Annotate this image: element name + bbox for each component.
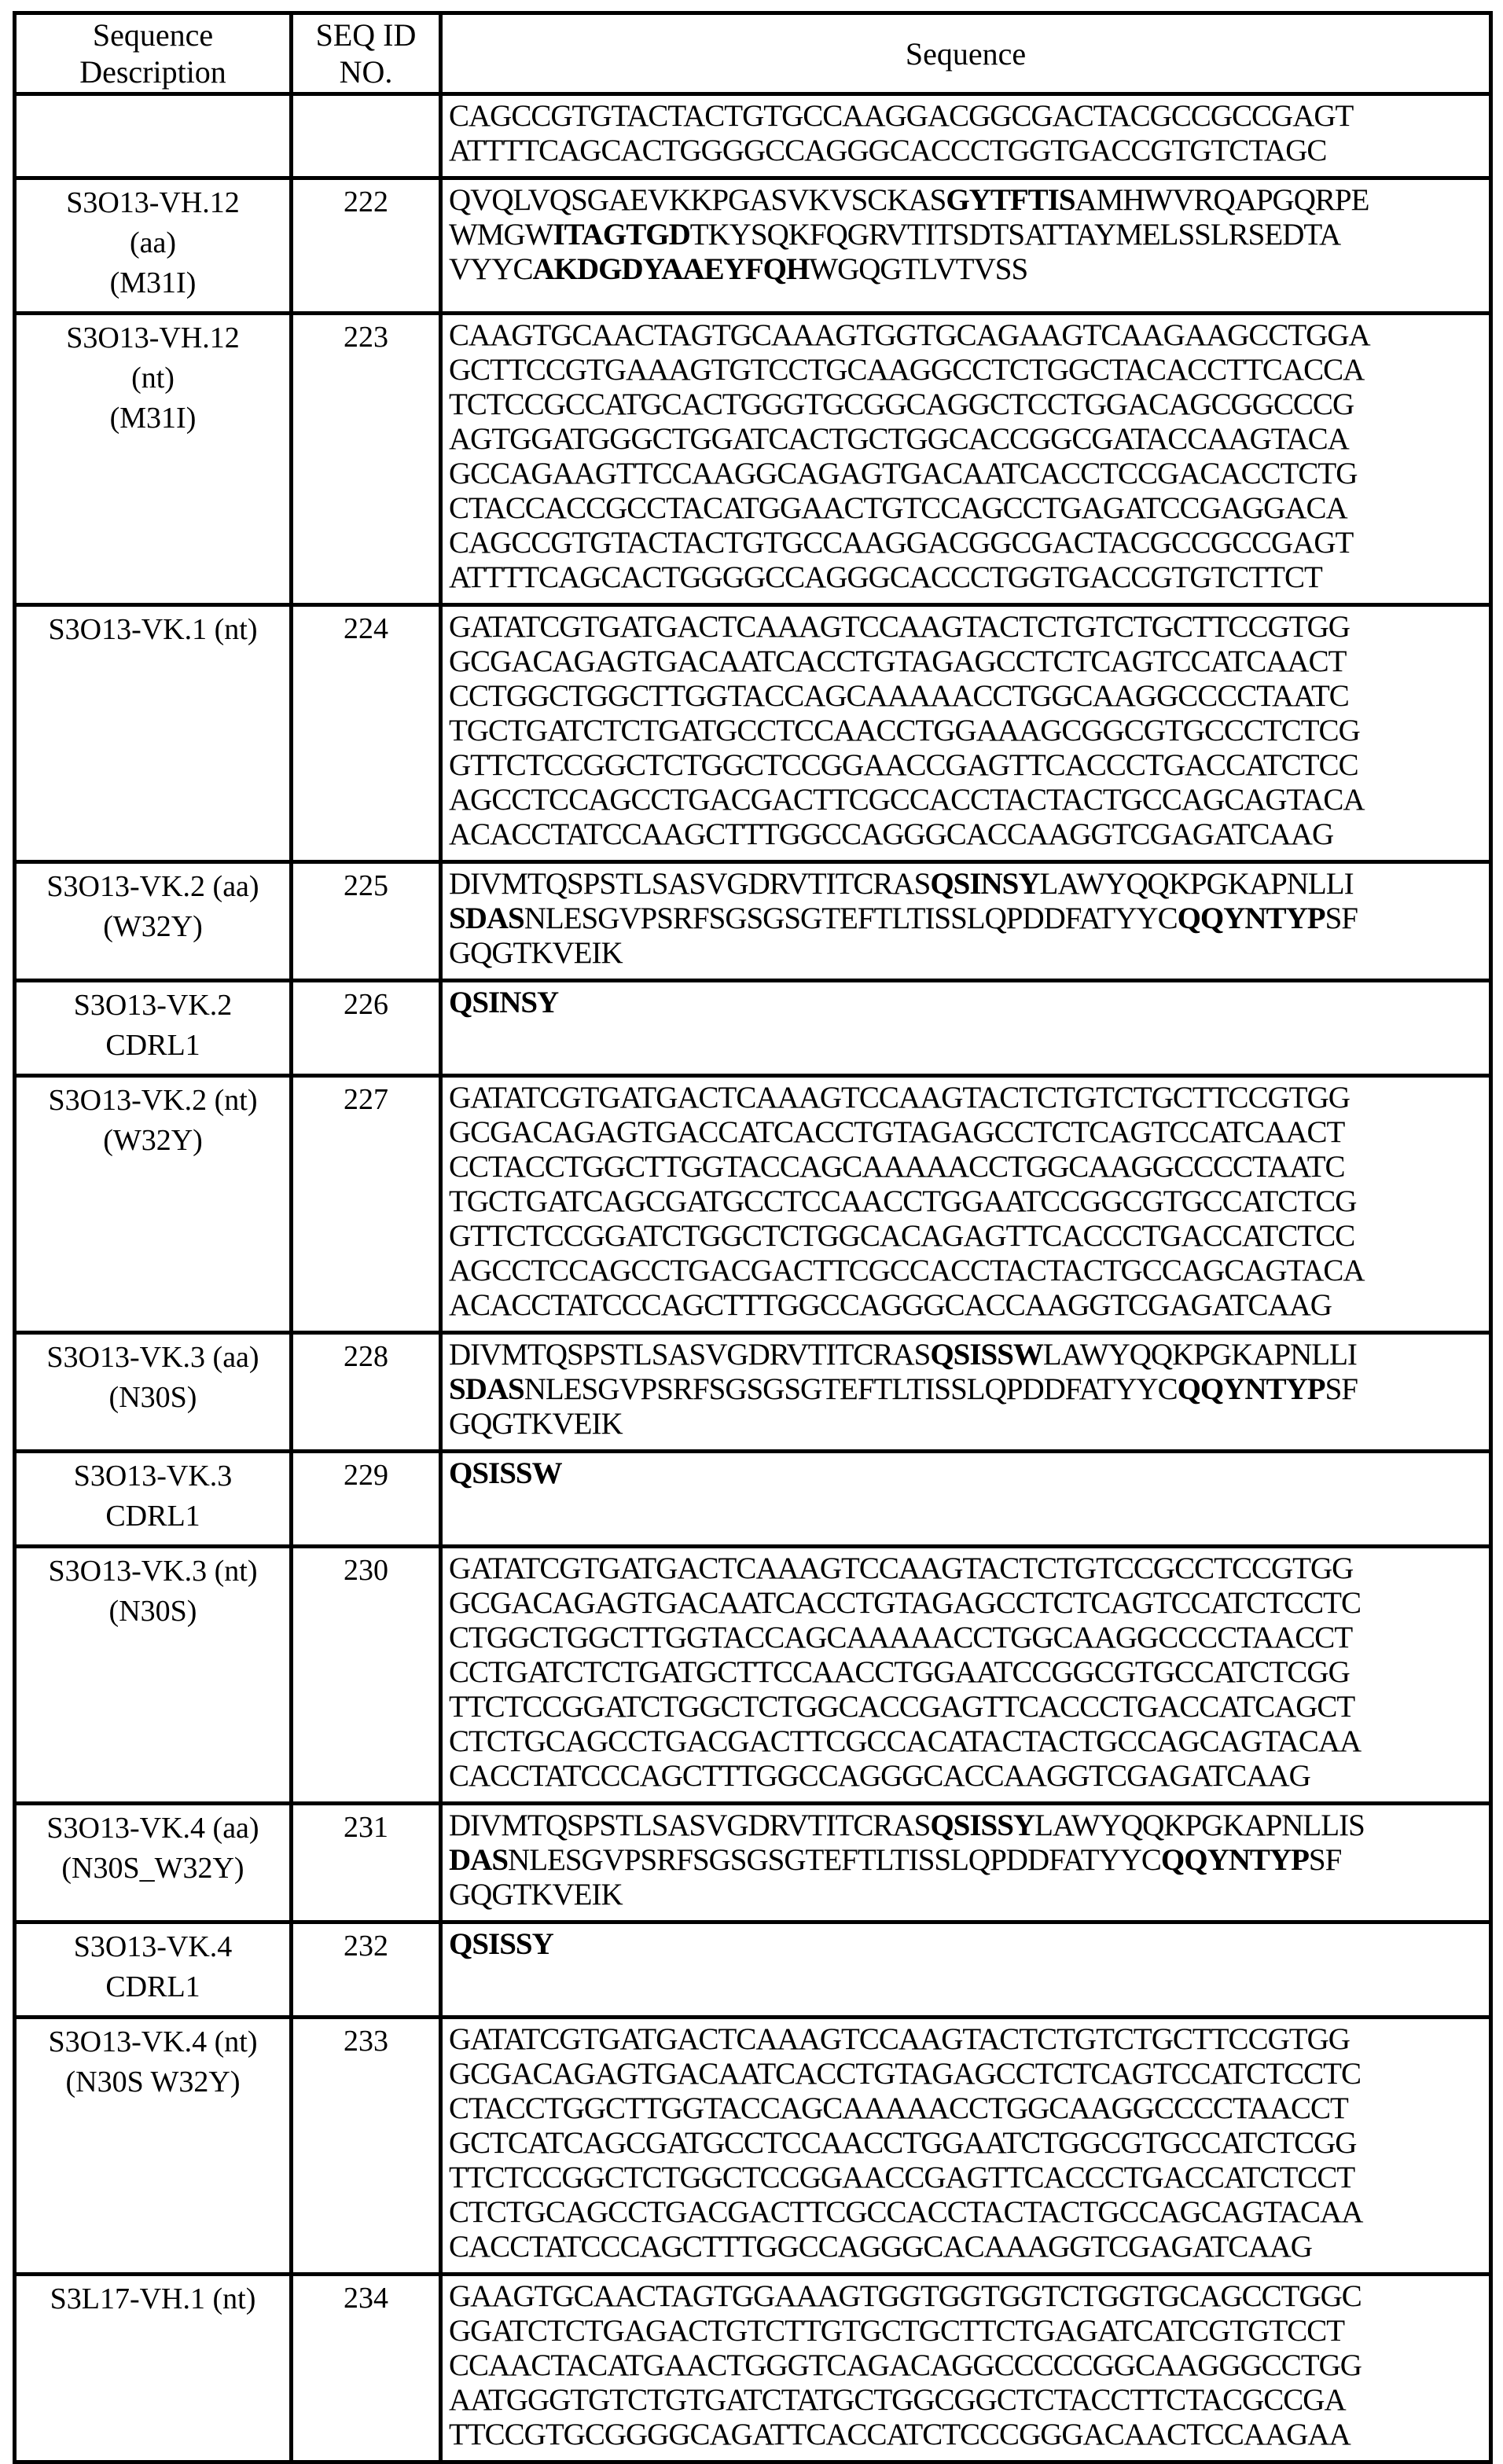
sequence-segment: ATTTTCAGCACTGGGGCCAGGGCACCCTGGTGACCGTGTCTTCT xyxy=(449,560,1322,594)
sequence-segment: GCGACAGAGTGACAATCACCTGTAGAGCCTCTCAGTCCATCTCCTC xyxy=(449,1586,1361,1620)
table-row xyxy=(15,1333,1491,1452)
sequence-segment: GATATCGTGATGACTCAAAGTCCAAGTACTCTGTCTGCTTCCGTGG xyxy=(449,610,1350,644)
sequence-line xyxy=(449,491,1483,526)
sequence-line xyxy=(449,1150,1483,1184)
sequence-cell xyxy=(441,981,1491,1076)
sequence-segment: GATATCGTGATGACTCAAAGTCCAAGTACTCTGTCTGCTTCCGTGG xyxy=(449,2022,1350,2056)
sequence-description-cell xyxy=(15,314,292,605)
sequence-segment-bold: SDAS xyxy=(449,902,524,935)
sequence-line xyxy=(449,1759,1483,1794)
sequence-cell xyxy=(441,862,1491,981)
sequence-description-line: CDRL1 xyxy=(105,1029,200,1062)
sequence-segment-bold: QSINSY xyxy=(449,986,559,1019)
sequence-segment: TTCCGTGCGGGGCAGATTCACCATCTCCCGGGACAACTCCAAGAA xyxy=(449,2418,1350,2451)
sequence-line xyxy=(449,679,1483,714)
sequence-segment: GQGTKVEIK xyxy=(449,1878,623,1911)
sequence-description-line: (N30S) xyxy=(108,1595,197,1628)
seq-id-cell: 225 xyxy=(292,862,441,981)
sequence-description-line: (M31I) xyxy=(109,402,197,435)
sequence-segment: AATGGGTGTCTGTGATCTATGCTGGCGGCTCTACCTTCTACGCCGA xyxy=(449,2383,1346,2417)
sequence-line xyxy=(449,134,1483,168)
sequence-line xyxy=(449,936,1483,971)
sequence-segment: CCTGATCTCTGATGCTTCCAACCTGGAATCCGGCGTGCCATCTCGG xyxy=(449,1655,1350,1689)
sequence-line xyxy=(449,783,1483,817)
sequence-segment-bold: ITAGTGD xyxy=(553,218,690,252)
sequence-line xyxy=(449,99,1483,134)
sequence-cell xyxy=(441,314,1491,605)
sequence-segment-bold: QSISSW xyxy=(930,1338,1043,1372)
sequence-description-cell xyxy=(15,178,292,314)
sequence-segment: AGCCTCCAGCCTGACGACTTCGCCACCTACTACTGCCAGCAGTACA xyxy=(449,783,1365,817)
seq-id-cell: 234 xyxy=(292,2275,441,2462)
sequence-segment: DIVMTQSPSTLSASVGDRVTITCRAS xyxy=(449,1338,931,1372)
table-row xyxy=(15,314,1491,605)
sequence-segment: GAAGTGCAACTAGTGGAAAGTGGTGGTGGTCTGGTGCAGCCTGGC xyxy=(449,2279,1362,2313)
seq-id-cell: 226 xyxy=(292,981,441,1076)
sequence-line xyxy=(449,252,1483,287)
sequence-description-line: S3O13-VK.4 (nt) xyxy=(48,2025,258,2058)
sequence-description-line: S3O13-VK.1 (nt) xyxy=(48,613,258,646)
sequence-description-line: (W32Y) xyxy=(103,910,203,943)
sequence-line xyxy=(449,218,1483,252)
sequence-segment: AGTGGATGGGCTGGATCACTGCTGGCACCGGCGATACCAAGTACA xyxy=(449,422,1349,456)
sequence-line xyxy=(449,2279,1483,2314)
sequence-segment-bold: DAS xyxy=(449,1843,509,1877)
sequence-description-cell xyxy=(15,1922,292,2018)
sequence-line xyxy=(449,1372,1483,1407)
sequence-segment: ACACCTATCCCAGCTTTGGCCAGGGCACCAAGGTCGAGATCAAG xyxy=(449,1288,1332,1322)
sequence-segment-bold: QQYNTYP xyxy=(1177,1372,1325,1406)
sequence-segment: CCTGGCTGGCTTGGTACCAGCAAAAACCTGGCAAGGCCCCTAATC xyxy=(449,679,1349,713)
sequence-segment: AGCCTCCAGCCTGACGACTTCGCCACCTACTACTGCCAGCAGTACA xyxy=(449,1254,1365,1287)
sequence-segment: WMGW xyxy=(449,218,553,252)
header-line: Description xyxy=(79,54,226,90)
table-row xyxy=(15,1076,1491,1333)
col-header-sequence-description xyxy=(15,13,292,94)
patent-sequence-table-page xyxy=(0,11,1503,2451)
sequence-line xyxy=(449,1254,1483,1288)
header-line: Sequence xyxy=(92,17,214,53)
sequence-line xyxy=(449,1927,1483,1962)
sequence-description-line: S3O13-VH.12 xyxy=(66,321,240,354)
sequence-description-line: S3O13-VK.3 (aa) xyxy=(46,1341,259,1374)
sequence-segment: TGCTGATCAGCGATGCCTCCAACCTGGAATCCGGCGTGCCATCTCG xyxy=(449,1184,1357,1218)
sequence-segment-bold: QSISSY xyxy=(930,1809,1035,1842)
sequence-line xyxy=(449,2091,1483,2126)
sequence-segment: NLESGVPSRFSGSGSGTEFTLTISSLQPDDFATYYC xyxy=(508,1843,1161,1877)
sequence-segment-bold: QSISSY xyxy=(449,1927,553,1961)
sequence-description-line: (W32Y) xyxy=(103,1124,203,1157)
sequence-segment: CACCTATCCCAGCTTTGGCCAGGGCACCAAGGTCGAGATCAAG xyxy=(449,1759,1310,1793)
table-row xyxy=(15,1547,1491,1804)
header-line: Sequence xyxy=(905,35,1027,72)
sequence-segment: DIVMTQSPSTLSASVGDRVTITCRAS xyxy=(449,867,931,901)
table-row xyxy=(15,981,1491,1076)
sequence-segment: TKYSQKFQGRVTITSDTSATTAYMELSSLRSEDTA xyxy=(689,218,1341,252)
sequence-segment-bold: QQYNTYP xyxy=(1177,902,1325,935)
sequence-line xyxy=(449,644,1483,679)
table-row xyxy=(15,862,1491,981)
sequence-line xyxy=(449,1407,1483,1441)
sequence-line xyxy=(449,1655,1483,1690)
sequence-segment: DIVMTQSPSTLSASVGDRVTITCRAS xyxy=(449,1809,931,1842)
table-row xyxy=(15,605,1491,862)
sequence-listing-table xyxy=(13,11,1493,2464)
sequence-cell xyxy=(441,2275,1491,2462)
sequence-line xyxy=(449,387,1483,422)
sequence-segment: NLESGVPSRFSGSGSGTEFTLTISSLQPDDFATYYC xyxy=(524,1372,1178,1406)
sequence-segment: LAWYQQKPGKAPNLLI xyxy=(1039,867,1354,901)
sequence-line xyxy=(449,1115,1483,1150)
sequence-segment: GCGACAGAGTGACCATCACCTGTAGAGCCTCTCAGTCCATCAACT xyxy=(449,1115,1345,1149)
sequence-segment: TTCTCCGGCTCTGGCTCCGGAACCGAGTTCACCCTGACCATCTCCT xyxy=(449,2161,1355,2194)
sequence-line xyxy=(449,867,1483,902)
sequence-segment: GQGTKVEIK xyxy=(449,936,623,970)
sequence-segment: SF xyxy=(1308,1843,1342,1877)
table-row xyxy=(15,2018,1491,2275)
sequence-description-line: (nt) xyxy=(131,362,175,395)
sequence-line xyxy=(449,714,1483,748)
sequence-cell xyxy=(441,1547,1491,1804)
sequence-description-cell xyxy=(15,94,292,178)
col-header-sequence xyxy=(441,13,1491,94)
sequence-description-line: S3L17-VH.1 (nt) xyxy=(50,2282,256,2315)
header-line: SEQ ID xyxy=(315,17,417,53)
sequence-segment: ATTTTCAGCACTGGGGCCAGGGCACCCTGGTGACCGTGTCTAGC xyxy=(449,134,1327,167)
sequence-segment-bold: GYTFTIS xyxy=(946,183,1075,217)
sequence-segment: GGATCTCTGAGACTGTCTTGTGCTGCTTCTGAGATCATCGTGTCCT xyxy=(449,2314,1345,2348)
sequence-line xyxy=(449,1621,1483,1655)
sequence-line xyxy=(449,1456,1483,1491)
seq-id-cell: 227 xyxy=(292,1076,441,1333)
sequence-segment: GTTCTCCGGATCTGGCTCTGGCACAGAGTTCACCCTGACCATCTCC xyxy=(449,1219,1355,1253)
table-row xyxy=(15,94,1491,178)
sequence-segment: CTGGCTGGCTTGGTACCAGCAAAAACCTGGCAAGGCCCCTAACCT xyxy=(449,1621,1353,1654)
sequence-line xyxy=(449,1551,1483,1586)
sequence-line xyxy=(449,1843,1483,1878)
sequence-line xyxy=(449,2230,1483,2264)
sequence-description-line: S3O13-VK.4 xyxy=(73,1930,233,1963)
sequence-description-cell xyxy=(15,2275,292,2462)
sequence-segment-bold: QSISSW xyxy=(449,1456,562,1490)
sequence-segment: CACCTATCCCAGCTTTGGCCAGGGCACAAAGGTCGAGATCAAG xyxy=(449,2230,1312,2264)
sequence-segment: GCGACAGAGTGACAATCACCTGTAGAGCCTCTCAGTCCATCAACT xyxy=(449,644,1347,678)
sequence-line xyxy=(449,1724,1483,1759)
sequence-description-cell xyxy=(15,605,292,862)
sequence-description-cell xyxy=(15,1452,292,1547)
sequence-cell xyxy=(441,1804,1491,1922)
sequence-segment: GCTTCCGTGAAAGTGTCCTGCAAGGCCTCTGGCTACACCTTCACCA xyxy=(449,353,1365,387)
sequence-segment: TCTCCGCCATGCACTGGGTGCGGCAGGCTCCTGGACAGCGGCCCG xyxy=(449,387,1354,421)
sequence-line xyxy=(449,1219,1483,1254)
col-header-seq-id-no xyxy=(292,13,441,94)
sequence-line xyxy=(449,2022,1483,2057)
sequence-description-line: CDRL1 xyxy=(105,1970,200,2003)
sequence-segment: ACACCTATCCAAGCTTTGGCCAGGGCACCAAGGTCGAGATCAAG xyxy=(449,817,1334,851)
sequence-description-cell xyxy=(15,1804,292,1922)
sequence-segment: CTACCACCGCCTACATGGAACTGTCCAGCCTGAGATCCGAGGACA xyxy=(449,491,1347,525)
sequence-segment: GCGACAGAGTGACAATCACCTGTAGAGCCTCTCAGTCCATCTCCTC xyxy=(449,2057,1361,2091)
seq-id-cell: 233 xyxy=(292,2018,441,2275)
sequence-cell xyxy=(441,94,1491,178)
table-row xyxy=(15,1804,1491,1922)
seq-id-cell xyxy=(292,94,441,178)
sequence-description-cell xyxy=(15,1333,292,1452)
sequence-cell xyxy=(441,1333,1491,1452)
sequence-segment: CAGCCGTGTACTACTGTGCCAAGGACGGCGACTACGCCGCCGAGT xyxy=(449,99,1354,133)
sequence-line xyxy=(449,1184,1483,1219)
sequence-line xyxy=(449,2195,1483,2230)
sequence-segment: SF xyxy=(1325,1372,1358,1406)
sequence-line xyxy=(449,1809,1483,1843)
seq-id-cell: 222 xyxy=(292,178,441,314)
header-line: NO. xyxy=(339,54,393,90)
header-row xyxy=(15,13,1491,94)
sequence-segment: TTCTCCGGATCTGGCTCTGGCACCGAGTTCACCCTGACCATCAGCT xyxy=(449,1690,1355,1724)
sequence-line xyxy=(449,2126,1483,2161)
sequence-segment: CCAACTACATGAACTGGGTCAGACAGGCCCCCGGCAAGGGCCTGG xyxy=(449,2348,1362,2382)
sequence-line xyxy=(449,353,1483,387)
table-header xyxy=(15,13,1491,94)
sequence-line xyxy=(449,2383,1483,2418)
sequence-cell xyxy=(441,1076,1491,1333)
sequence-description-line: S3O13-VK.2 (nt) xyxy=(48,1084,258,1117)
sequence-segment: CTCTGCAGCCTGACGACTTCGCCACATACTACTGCCAGCAGTACAA xyxy=(449,1724,1362,1758)
sequence-segment: GCCAGAAGTTCCAAGGCAGAGTGACAATCACCTCCGACACCTCTG xyxy=(449,457,1358,490)
sequence-segment-bold: QQYNTYP xyxy=(1160,1843,1309,1877)
sequence-segment: CTCTGCAGCCTGACGACTTCGCCACCTACTACTGCCAGCAGTACAA xyxy=(449,2195,1363,2229)
seq-id-cell: 230 xyxy=(292,1547,441,1804)
sequence-line xyxy=(449,1878,1483,1912)
sequence-description-line: CDRL1 xyxy=(105,1500,200,1533)
sequence-line xyxy=(449,1690,1483,1724)
sequence-line xyxy=(449,1081,1483,1115)
seq-id-cell: 224 xyxy=(292,605,441,862)
sequence-segment: LAWYQQKPGKAPNLLIS xyxy=(1034,1809,1365,1842)
sequence-segment: WGQGTLVTVSS xyxy=(809,252,1028,286)
sequence-cell xyxy=(441,178,1491,314)
sequence-cell xyxy=(441,1922,1491,2018)
sequence-segment: SF xyxy=(1325,902,1358,935)
sequence-cell xyxy=(441,605,1491,862)
sequence-line xyxy=(449,817,1483,852)
sequence-segment: LAWYQQKPGKAPNLLI xyxy=(1042,1338,1357,1372)
sequence-segment: GQGTKVEIK xyxy=(449,1407,623,1441)
sequence-segment-bold: AKDGDYAAEYFQH xyxy=(532,252,810,286)
sequence-description-line: (M31I) xyxy=(109,266,197,299)
table-body xyxy=(15,94,1491,2462)
sequence-segment: CTACCTGGCTTGGTACCAGCAAAAACCTGGCAAGGCCCCTAACCT xyxy=(449,2091,1348,2125)
sequence-line xyxy=(449,526,1483,560)
sequence-segment-bold: SDAS xyxy=(449,1372,524,1406)
sequence-line xyxy=(449,560,1483,595)
sequence-segment: GCTCATCAGCGATGCCTCCAACCTGGAATCTGGCGTGCCATCTCGG xyxy=(449,2126,1357,2160)
table-row xyxy=(15,2275,1491,2462)
sequence-description-line: S3O13-VK.2 (aa) xyxy=(46,870,259,903)
sequence-description-line: S3O13-VK.3 (nt) xyxy=(48,1555,258,1588)
sequence-description-line: (N30S W32Y) xyxy=(65,2066,241,2099)
sequence-segment: NLESGVPSRFSGSGSGTEFTLTISSLQPDDFATYYC xyxy=(524,902,1178,935)
sequence-cell xyxy=(441,1452,1491,1547)
sequence-description-line: S3O13-VK.3 xyxy=(73,1460,233,1493)
sequence-segment: QVQLVQSGAEVKKPGASVKVSCKAS xyxy=(449,183,946,217)
sequence-segment: CAAGTGCAACTAGTGCAAAGTGGTGCAGAAGTCAAGAAGCCTGGA xyxy=(449,318,1370,352)
seq-id-cell: 228 xyxy=(292,1333,441,1452)
sequence-description-line: (aa) xyxy=(129,226,177,259)
sequence-line xyxy=(449,422,1483,457)
sequence-description-cell xyxy=(15,1076,292,1333)
sequence-line xyxy=(449,2348,1483,2383)
sequence-cell xyxy=(441,2018,1491,2275)
table-row xyxy=(15,1922,1491,2018)
sequence-segment: GATATCGTGATGACTCAAAGTCCAAGTACTCTGTCTGCTTCCGTGG xyxy=(449,1081,1350,1114)
sequence-line xyxy=(449,1338,1483,1372)
sequence-description-line: (N30S_W32Y) xyxy=(61,1852,244,1885)
sequence-line xyxy=(449,986,1483,1020)
sequence-description-cell xyxy=(15,2018,292,2275)
seq-id-cell: 229 xyxy=(292,1452,441,1547)
sequence-line xyxy=(449,2314,1483,2348)
sequence-line xyxy=(449,183,1483,218)
sequence-segment: AMHWVRQAPGQRPE xyxy=(1075,183,1369,217)
sequence-segment-bold: QSINSY xyxy=(930,867,1040,901)
sequence-line xyxy=(449,2418,1483,2452)
seq-id-cell: 232 xyxy=(292,1922,441,2018)
table-row xyxy=(15,178,1491,314)
seq-id-cell: 223 xyxy=(292,314,441,605)
sequence-description-line: (N30S) xyxy=(108,1381,197,1414)
sequence-segment: GATATCGTGATGACTCAAAGTCCAAGTACTCTGTCCGCCTCCGTGG xyxy=(449,1551,1354,1585)
sequence-line xyxy=(449,902,1483,936)
sequence-description-line: S3O13-VH.12 xyxy=(66,186,240,219)
sequence-line xyxy=(449,2161,1483,2195)
sequence-description-line: S3O13-VK.4 (aa) xyxy=(46,1812,259,1845)
sequence-segment: VYYC xyxy=(449,252,533,286)
sequence-description-cell xyxy=(15,1547,292,1804)
sequence-segment: CCTACCTGGCTTGGTACCAGCAAAAACCTGGCAAGGCCCCTAATC xyxy=(449,1150,1345,1184)
sequence-line xyxy=(449,2057,1483,2091)
sequence-line xyxy=(449,1288,1483,1323)
sequence-segment: TGCTGATCTCTGATGCCTCCAACCTGGAAAGCGGCGTGCCCTCTCG xyxy=(449,714,1360,747)
sequence-line xyxy=(449,748,1483,783)
sequence-line xyxy=(449,610,1483,644)
sequence-line xyxy=(449,1586,1483,1621)
sequence-line xyxy=(449,457,1483,491)
table-row xyxy=(15,1452,1491,1547)
sequence-segment: CAGCCGTGTACTACTGTGCCAAGGACGGCGACTACGCCGCCGAGT xyxy=(449,526,1354,560)
sequence-description-cell xyxy=(15,862,292,981)
seq-id-cell: 231 xyxy=(292,1804,441,1922)
sequence-segment: GTTCTCCGGCTCTGGCTCCGGAACCGAGTTCACCCTGACCATCTCC xyxy=(449,748,1358,782)
sequence-description-cell xyxy=(15,981,292,1076)
sequence-line xyxy=(449,318,1483,353)
sequence-description-line: S3O13-VK.2 xyxy=(73,989,233,1022)
